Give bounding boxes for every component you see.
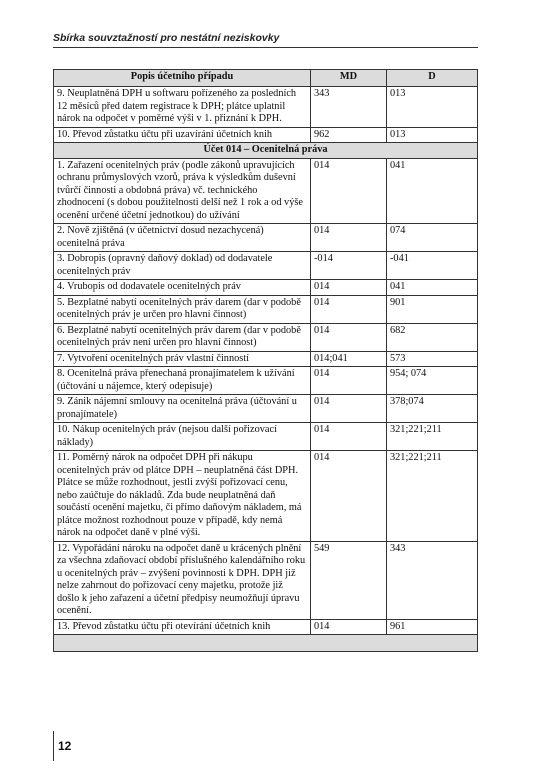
row-md: 014 [311, 295, 387, 323]
section-title: Účet 014 – Ocenitelná práva [54, 143, 478, 159]
row-md: 014 [311, 323, 387, 351]
row-md: 014 [311, 367, 387, 395]
row-md: 549 [311, 541, 387, 619]
row-description: 12. Vypořádání nároku na odpočet daně u krácených plnění za všechna zdaňovací období příslušného kalendářního roku u ocenitelných práv – zvýšení povinnosti k DPH. DPH již nelze zahrnout do pořizovací ceny majetku, protože již došlo k jeho zařazení a účetní předpisy neumožňují úpravu ocenění. [54, 541, 311, 619]
table-row [54, 158, 478, 224]
row-d: 573 [387, 351, 478, 367]
row-d: -041 [387, 252, 478, 280]
row-description: 3. Dobropis (opravný daňový doklad) od dodavatele ocenitelných práv [54, 252, 311, 280]
row-md: 014 [311, 280, 387, 296]
footer-rule [53, 731, 54, 761]
row-description: 5. Bezplatné nabytí ocenitelných práv darem (dar v podobě ocenitelných práv je určen pro hlavní činnost) [54, 295, 311, 323]
empty-footer-row [54, 635, 478, 652]
row-description: 9. Neuplatněná DPH u softwaru pořízeného za posledních 12 měsíců před datem registrace k DPH; plátce uplatnil nárok na odpočet v poměrné výši v 1. přiznání k DPH. [54, 87, 311, 128]
table-row [54, 351, 478, 367]
row-md: 014 [311, 451, 387, 542]
row-md: 014;041 [311, 351, 387, 367]
table-row [54, 395, 478, 423]
row-description: 4. Vrubopis od dodavatele ocenitelných práv [54, 280, 311, 296]
table-row [54, 295, 478, 323]
row-description: 2. Nově zjištěná (v účetnictví dosud nezachycená) ocenitelná práva [54, 224, 311, 252]
row-md: 014 [311, 224, 387, 252]
row-md: 014 [311, 395, 387, 423]
header-divider [53, 47, 478, 48]
table-row [54, 619, 478, 635]
column-header-md: MD [311, 70, 387, 87]
table-row [54, 423, 478, 451]
row-description: 13. Převod zůstatku účtu při otevírání účetních knih [54, 619, 311, 635]
row-md: -014 [311, 252, 387, 280]
row-description: 6. Bezplatné nabytí ocenitelných práv darem (dar v podobě ocenitelných práv není určen pro hlavní činnost) [54, 323, 311, 351]
table-row [54, 451, 478, 542]
table-row [54, 367, 478, 395]
row-d: 041 [387, 158, 478, 224]
row-d: 901 [387, 295, 478, 323]
table-row [54, 87, 478, 128]
row-description: 10. Nákup ocenitelných práv (nejsou další pořizovací náklady) [54, 423, 311, 451]
row-d: 013 [387, 87, 478, 128]
row-md: 962 [311, 127, 387, 143]
column-header-description: Popis účetního případu [54, 70, 311, 87]
row-d: 074 [387, 224, 478, 252]
row-d: 041 [387, 280, 478, 296]
table-row [54, 224, 478, 252]
row-d: 954; 074 [387, 367, 478, 395]
row-description: 9. Zánik nájemní smlouvy na ocenitelná práva (účtování u pronajímatele) [54, 395, 311, 423]
section-header-row [54, 143, 478, 159]
table-row [54, 280, 478, 296]
column-header-d: D [387, 70, 478, 87]
accounting-table [53, 69, 478, 652]
row-d: 682 [387, 323, 478, 351]
row-description: 7. Vytvoření ocenitelných práv vlastní činností [54, 351, 311, 367]
row-d: 378;074 [387, 395, 478, 423]
row-md: 014 [311, 423, 387, 451]
table-header-row [54, 70, 478, 87]
row-d: 321;221;211 [387, 423, 478, 451]
row-d: 961 [387, 619, 478, 635]
table-row [54, 541, 478, 619]
row-d: 343 [387, 541, 478, 619]
row-md: 014 [311, 158, 387, 224]
row-md: 014 [311, 619, 387, 635]
row-d: 321;221;211 [387, 451, 478, 542]
empty-cell [54, 635, 478, 652]
row-description: 10. Převod zůstatku účtu při uzavírání účetních knih [54, 127, 311, 143]
row-md: 343 [311, 87, 387, 128]
running-header: Sbírka souvztažností pro nestátní neziskovky [53, 32, 280, 44]
row-d: 013 [387, 127, 478, 143]
table-row [54, 127, 478, 143]
table-row [54, 323, 478, 351]
row-description: 8. Ocenitelná práva přenechaná pronajímatelem k užívání (účtování u nájemce, který odepisuje) [54, 367, 311, 395]
table-row [54, 252, 478, 280]
row-description: 1. Zařazení ocenitelných práv (podle zákonů upravujících ochranu průmyslových vzorů, práva k výsledkům duševní tvůrčí činnosti a obdobná práva) vč. technického zhodnocení (s dobou použitelnosti delší než 1 rok a od výše ocenění určené účetní jednotkou) do užívání [54, 158, 311, 224]
page-number: 12 [58, 739, 72, 753]
row-description: 11. Poměrný nárok na odpočet DPH při nákupu ocenitelných práv od plátce DPH – neuplatněná část DPH. Plátce se může rozhodnout, jestli zvýší pořizovací cenu, nebo zaúčtuje do nákladů. Zda bude neuplatněná daň součástí ocenění majetku, či přímo daňovým nákladem, má plátce možnost rozhodnout pouze v případě, kdy nemá nárok na odpočet daně v plné výši. [54, 451, 311, 542]
